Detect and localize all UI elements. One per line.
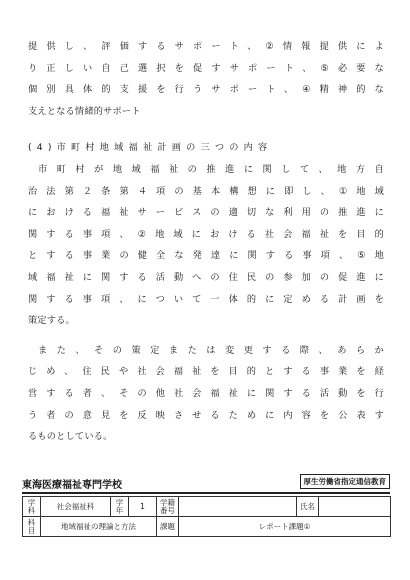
- text-line: 域福祉に関する活動への住民の参加の促進に: [28, 271, 384, 283]
- dept-label: 学科: [23, 497, 41, 517]
- student-id-label: 学籍番号: [157, 497, 179, 517]
- text-line: 営する者、その他社会福祉に関する活動を行: [28, 387, 384, 399]
- text-line: 治法第２条第４項の基本構想に即し、①地域: [28, 185, 384, 197]
- text-line: う者の意見を反映させるために内容を公表す: [28, 409, 384, 421]
- text-line: 関する事項、について一体的に定める計画を: [28, 293, 384, 305]
- year-value: 1: [129, 497, 157, 517]
- text-line: り正しい自己選択を促すサポート、⑤必要な: [28, 62, 384, 74]
- text-line: 策定する。: [28, 315, 75, 327]
- year-label: 学年: [111, 497, 129, 517]
- text-line: 支えとなる情緒的サポート: [28, 105, 141, 117]
- text-line: 市町村が地域福祉の推進に関して、地方自: [38, 163, 384, 175]
- footer-divider: [22, 492, 390, 494]
- subject-label: 科目: [23, 517, 41, 537]
- dept-value: 社会福祉科: [41, 497, 111, 517]
- name-label: 氏名: [297, 497, 319, 517]
- text-line: とする事業の健全な発達に関する事項、⑤地: [28, 250, 384, 262]
- student-id-field: [179, 497, 297, 517]
- text-line: 個別具体的支援を行うサポート、④精神的な: [28, 84, 384, 96]
- student-info-table: [22, 496, 391, 537]
- name-field: [319, 497, 391, 517]
- text-line: 関する事項、②地域における社会福祉を目的: [28, 228, 384, 240]
- text-line: における福祉サービスの適切な利用の推進に: [28, 207, 384, 219]
- text-line: また、その策定または変更する際、あらか: [38, 344, 384, 356]
- report-body: [28, 36, 384, 448]
- text-line: るものとしている。: [28, 431, 113, 443]
- text-line: じめ、住民や社会福祉を目的とする事業を経: [28, 366, 384, 378]
- topic-label: 課題: [157, 517, 179, 537]
- topic-value: レポート課題①: [179, 517, 391, 537]
- subject-value: 地域福祉の理論と方法: [41, 517, 157, 537]
- accreditation-badge: 厚生労働省指定通信教育: [300, 474, 391, 489]
- section-heading: (4)市町村地域福祉計画の三つの内容: [28, 142, 273, 154]
- school-name: 東海医療福祉専門学校: [22, 480, 122, 491]
- text-line: 提供し、評価するサポート、②情報提供によ: [28, 41, 384, 52]
